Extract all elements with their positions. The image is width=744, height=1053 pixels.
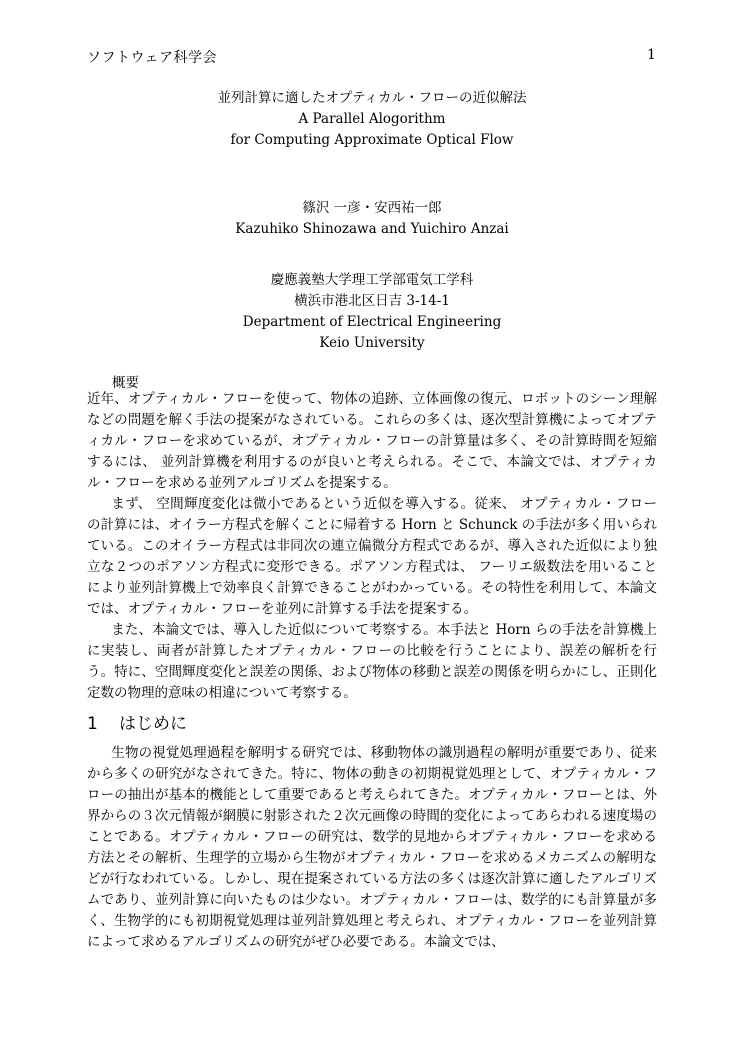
title-japanese: 並列計算に適したオプティカル・フローの近似解法 (217, 90, 527, 106)
title-english-line1: A Parallel Alogorithm (298, 111, 446, 127)
section-number: 1 (87, 714, 98, 734)
authors-japanese: 篠沢 一彦・安西祐一郎 (302, 200, 442, 216)
page-number: 1 (647, 47, 656, 63)
abstract-body (87, 389, 657, 704)
affiliation-english-line1: Department of Electrical Engineering (242, 314, 502, 330)
affiliation-japanese-line2: 横浜市港北区日吉 3-14-1 (294, 293, 450, 309)
section-title: はじめに (119, 714, 187, 734)
section-body (87, 743, 657, 953)
affiliation-block (0, 270, 744, 354)
affiliation-japanese-line1: 慶應義塾大学理工学部電気工学科 (270, 272, 474, 288)
running-header-society: ソフトウェア科学会 (87, 50, 217, 66)
authors-block (0, 198, 744, 240)
affiliation-english-line2: Keio University (319, 335, 425, 351)
abstract-paragraph: 近年、オプティカル・フローを使って、物体の追跡、立体画像の復元、ロボットのシーン理解などの問題を解く手法の提案がなされている。これらの多くは、逐次型計算機によってオプティカル・フローを求めているが、オプティカル・フローの計算量は多く、その計算時間を短縮するには、 並列計算機を利用するのが良いと考えられる。そこで、本論文では、オプティカル・フローを求める並列アルゴリズムを提案する。 (87, 391, 657, 491)
section-heading (87, 709, 187, 734)
title-block (0, 88, 744, 151)
body-paragraph: 生物の視覚処理過程を解明する研究では、移動物体の識別過程の解明が重要であり、従来から多くの研究がなされてきた。特に、物体の動きの初期視覚処理として、オプティカル・フローの抽出が基本的機能として重要であると考えられてきた。オプティカル・フローとは、外界からの３次元情報が網膜に射影された２次元画像の時間的変化によってあらわれる速度場のことである。オプティカル・フローの研究は、数学的見地からオプティカル・フローを求める方法とその解析、生理学的立場から生物がオプティカル・フローを求めるメカニズムの解明などが行なわれている。しかし、現在提案されている方法の多くは逐次計算に適したアルゴリズムであり、並列計算に向いたものは少ない。オプティカル・フローは、数学的にも計算量が多く、生物学的にも初期視覚処理は並列計算処理と考えられ、オプティカル・フローを並列計算によって求めるアルゴリズムの研究がぜひ必要である。本論文では、 (87, 745, 657, 950)
authors-english: Kazuhiko Shinozawa and Yuichiro Anzai (235, 221, 509, 237)
abstract-heading: 概要 (112, 375, 139, 391)
abstract-paragraph: まず、 空間輝度変化は微小であるという近似を導入する。従来、 オプティカル・フローの計算には、オイラー方程式を解くことに帰着する Horn と Schunck の手法が多く用いられている。このオイラー方程式は非同次の連立偏微分方程式であるが、導入された近似により独立な２つのポアソン方程式に変形できる。ポアソン方程式は、 フーリエ級数法を用いることにより並列計算機上で効率良く計算できることがわかっている。その特性を利用して、本論文では、オプティカル・フローを並列に計算する手法を提案する。 (87, 496, 657, 617)
title-english-line2: for Computing Approximate Optical Flow (230, 132, 514, 148)
abstract-paragraph: また、本論文では、導入した近似について考察する。本手法と Horn らの手法を計算機上に実装し、両者が計算したオプティカル・フローの比較を行うことにより、誤差の解析を行う。特に、空間輝度変化と誤差の関係、および物体の移動と誤差の関係を明らかにし、正則化定数の物理的意味の相違について考察する。 (87, 622, 657, 701)
